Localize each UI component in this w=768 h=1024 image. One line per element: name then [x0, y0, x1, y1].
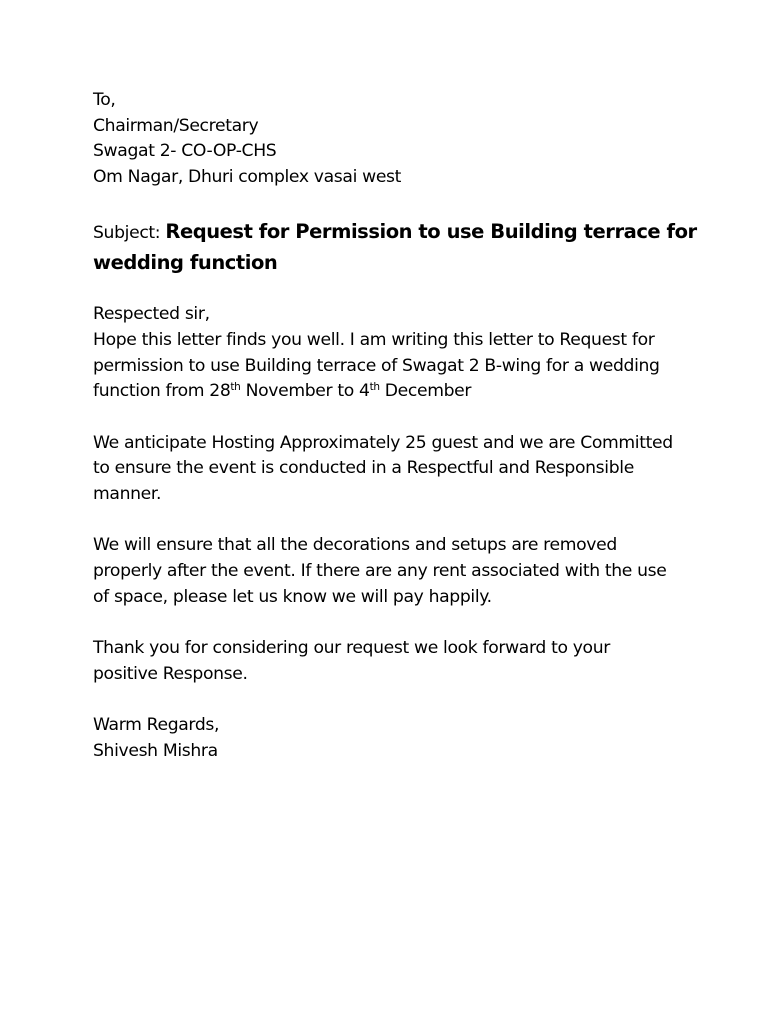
letter-page [93, 88, 697, 765]
paragraph-cleanup [93, 533, 693, 610]
date-range-end: December [379, 381, 472, 402]
paragraph-guests [93, 431, 693, 508]
closing-block [93, 713, 693, 764]
subject-line-1 [93, 217, 697, 248]
paragraph-thanks [93, 636, 693, 687]
date1-ordinal-suffix: th [230, 381, 241, 394]
address-society: Swagat 2- CO-OP-CHS [93, 141, 277, 162]
recipient-address-block [93, 88, 693, 191]
paragraph-cleanup-line-3: of space, please let us know we will pay happily. [93, 586, 492, 607]
paragraph-request-line-2: permission to use Building terrace of Swagat 2 B-wing for a wedding [93, 355, 660, 376]
spacer [93, 191, 693, 217]
spacer [93, 611, 693, 637]
subject-title-part-2: wedding function [93, 250, 278, 274]
address-location: Om Nagar, Dhuri complex vasai west [93, 167, 402, 188]
spacer [93, 508, 693, 534]
paragraph-guests-line-1: We anticipate Hosting Approximately 25 guest and we are Committed [93, 432, 673, 453]
date2-ordinal-suffix: th [369, 381, 380, 394]
greeting: Respected sir, [93, 304, 210, 325]
spacer [93, 405, 693, 431]
spacer [93, 277, 693, 303]
date-range-prefix: function from 28 [93, 381, 231, 402]
address-salutation: To, [93, 90, 116, 110]
paragraph-thanks-line-1: Thank you for considering our request we look forward to your [93, 638, 610, 659]
paragraph-guests-line-2: to ensure the event is conducted in a Respectful and Responsible [93, 458, 634, 479]
paragraph-guests-line-3: manner. [93, 484, 162, 505]
paragraph-request [93, 328, 693, 405]
subject-title-part-1: Request for Permission to use Building terrace for [165, 219, 697, 243]
paragraph-request-line-3 [93, 379, 693, 405]
sign-off: Warm Regards, [93, 715, 220, 736]
date-range-middle: November to 4 [240, 381, 370, 402]
paragraph-request-line-1: Hope this letter finds you well. I am writing this letter to Request for [93, 329, 655, 350]
spacer [93, 688, 693, 714]
paragraph-cleanup-line-2: properly after the event. If there are any rent associated with the use [93, 561, 667, 582]
paragraph-thanks-line-2: positive Response. [93, 663, 248, 684]
address-recipient: Chairman/Secretary [93, 115, 259, 136]
sender-name: Shivesh Mishra [93, 741, 218, 762]
subject-label: Subject: [93, 222, 161, 243]
subject-block [93, 217, 697, 277]
paragraph-cleanup-line-1: We will ensure that all the decorations and setups are removed [93, 535, 617, 556]
